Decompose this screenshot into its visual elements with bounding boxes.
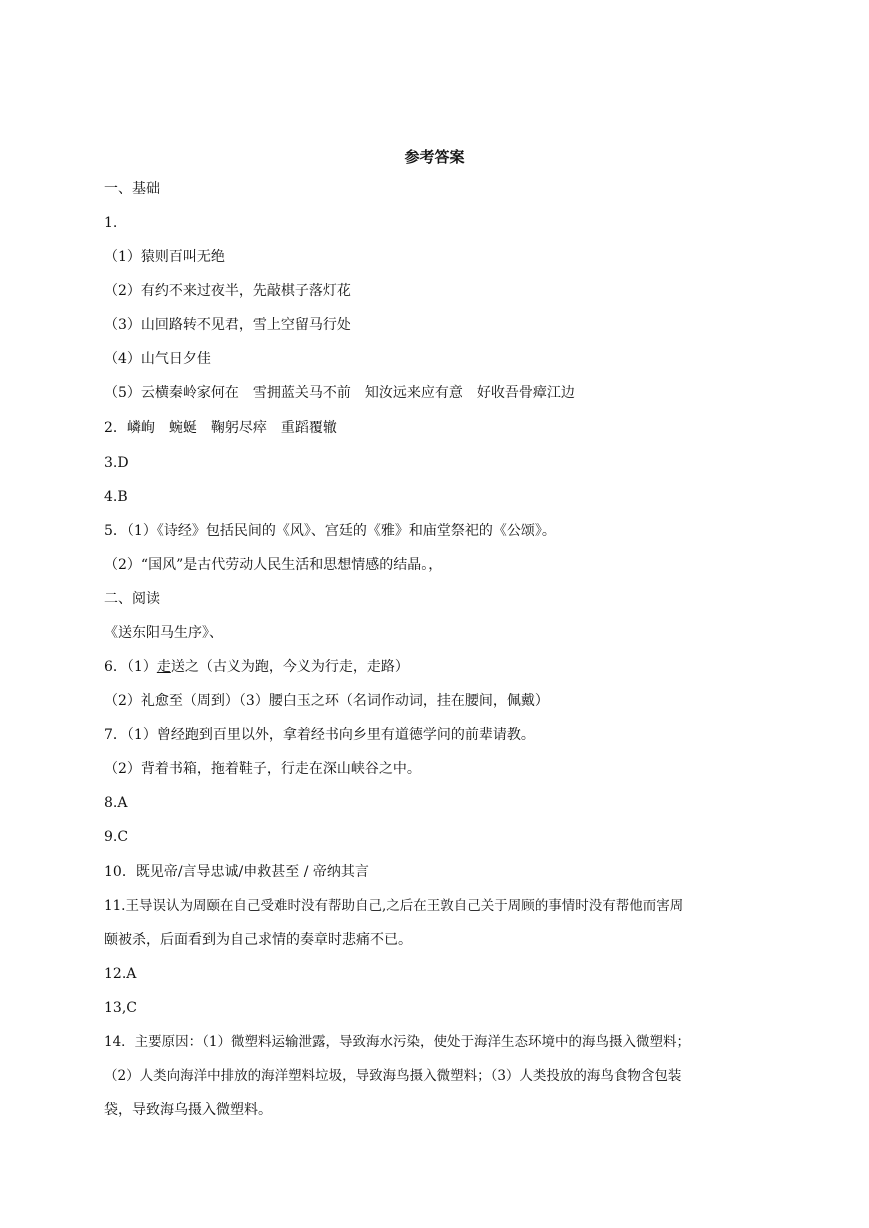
answer-line: （2）“国风”是古代劳动人民生活和思想情感的结晶。， <box>104 557 443 573</box>
section-heading-reading: 二、阅读 <box>104 591 160 607</box>
answer-line: 8.A <box>104 795 128 811</box>
answer-line: 10．既见帝/言导忠诚/申救甚至 / 帝纳其言 <box>104 864 369 880</box>
answer-line: （4）山气日夕佳 <box>104 351 211 367</box>
section-heading-basics: 一、基础 <box>104 181 160 197</box>
answer-line: 7．（1）曾经跑到百里以外，拿着经书向乡里有道德学问的前辈请教。 <box>104 727 535 743</box>
answer-line: （5）云横秦岭家何在 雪拥蓝关马不前 知汝远来应有意 好收吾骨瘴江边 <box>104 385 575 401</box>
answer-line <box>104 657 784 677</box>
answer-line: 颐被杀，后面看到为自己求情的奏章时悲痛不已。 <box>104 932 412 948</box>
answer-line: （2）人类向海洋中排放的海洋塑料垃圾，导致海鸟摄入微塑料；（3）人类投放的海鸟食物含包装 <box>104 1068 682 1084</box>
page-title: 参考答案 <box>404 148 465 166</box>
answer-line: （2）礼愈至（周到）（3）腰白玉之环（名词作动词，挂在腰间，佩戴） <box>104 693 549 709</box>
answer-line: 12.A <box>104 966 137 982</box>
answer-line: （3）山回路转不见君，雪上空留马行处 <box>104 317 351 333</box>
question-number: 1. <box>104 215 118 231</box>
answer-text: 送之（古义为跑，今义为行走，走路） <box>170 659 409 675</box>
underlined-word: 走 <box>156 659 171 675</box>
answer-line: （2）有约不来过夜半，先敲棋子落灯花 <box>104 283 351 299</box>
answer-line: 4.B <box>104 489 128 505</box>
answer-line: （2）背着书箱，拖着鞋子，行走在深山峡谷之中。 <box>104 761 421 777</box>
answer-line: 2．嶙峋 蜿蜒 鞠躬尽瘁 重蹈覆辙 <box>104 420 337 436</box>
answer-line: 13,C <box>104 1000 137 1016</box>
answer-line: 11.王导误认为周颐在自己受难时没有帮助自己,之后在王敦自己关于周顾的事情时没有帮他而害周 <box>104 898 684 914</box>
answer-line: 袋，导致海乌摄入微塑料。 <box>104 1102 272 1118</box>
passage-title: 《送东阳马生序》、 <box>104 625 223 641</box>
answer-line: 9.C <box>104 829 129 845</box>
answer-prefix: 6．（1） <box>104 659 157 675</box>
answer-line: 14．主要原因：（1）微塑料运输泄露，导致海水污染，使处于海洋生态环境中的海鸟摄入微塑料； <box>104 1034 691 1050</box>
answer-line: 3.D <box>104 455 129 471</box>
answer-line: （1）猿则百叫无绝 <box>104 249 225 265</box>
answer-line: 5．（1）《诗经》包括民间的《风》、宫廷的《雅》和庙堂祭祀的《公颂》。 <box>104 523 556 539</box>
